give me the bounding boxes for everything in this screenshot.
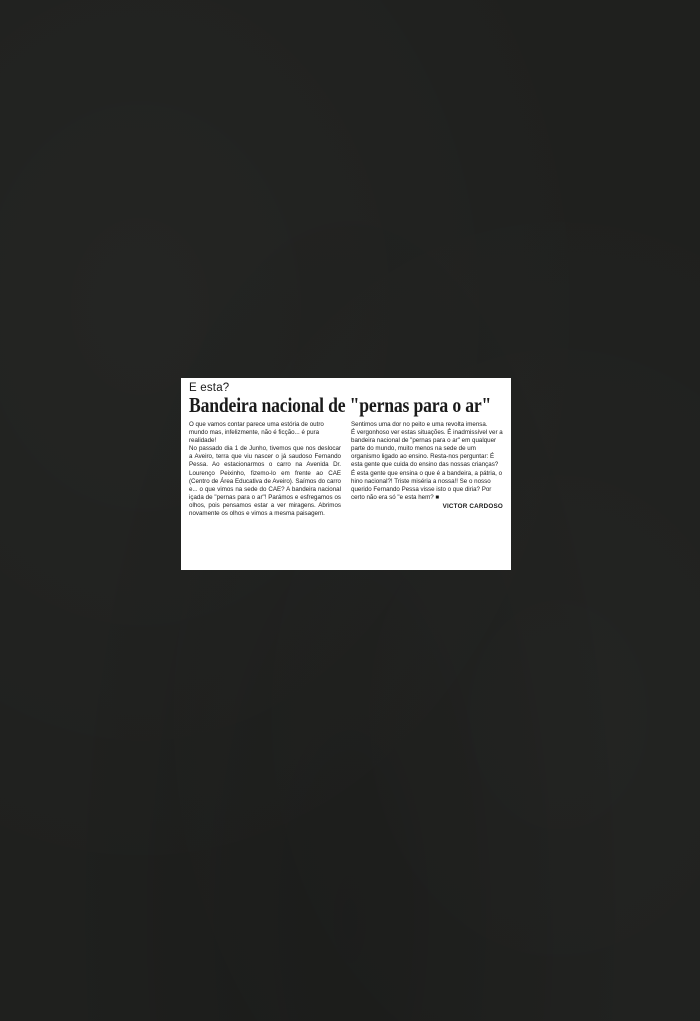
article-kicker: E esta? [189,382,230,394]
article-paragraph: Sentimos uma dor no peito e uma revolta imensa. [351,421,488,428]
article-paragraph: É vergonhoso ver estas situações. É inadmissível ver a bandeira nacional de "pernas para o ar" em qualquer parte do mundo, muito menos na sede de um organismo ligado ao ensino. Resta-nos perguntar: É esta gente que cuida do ensino das nossas crianças? É esta gente que ensina o que é a bandeira, a pátria, o hino nacional?! Triste miséria a nossa!! Se o nosso querido Fernando Pessa visse isto o que diria? Por certo não era só "e esta hem? ■ [351,429,503,501]
article-paragraph: No passado dia 1 de Junho, tivemos que nos deslocar a Aveiro, terra que viu nascer o já saudoso Fernando Pessa. Ao estacionarmos o carro na Avenida Dr. Lourenço Peixinho, fizemo-lo em frente ao CAE (Centro de Área Educativa de Aveiro). Saímos do carro e... o que vimos na sede do CAE? A bandeira nacional içada de "pernas para o ar"! Parámos e esfregamos os olhos, pois pensamos estar a ver miragens. Abrimos novamente os olhos e vimos a mesma paisagem. [189,445,341,518]
article-headline: Bandeira nacional de "pernas para o ar" [189,393,492,417]
article-column-right [351,421,503,518]
article-column-left [189,421,341,518]
article-body [189,421,504,518]
article-signature: VICTOR CARDOSO [442,502,503,510]
article-paragraph: O que vamos contar parece uma estória de outro mundo mas, infelizmente, não é ficção... é pura realidade! [189,421,324,445]
newspaper-clipping [181,378,511,570]
